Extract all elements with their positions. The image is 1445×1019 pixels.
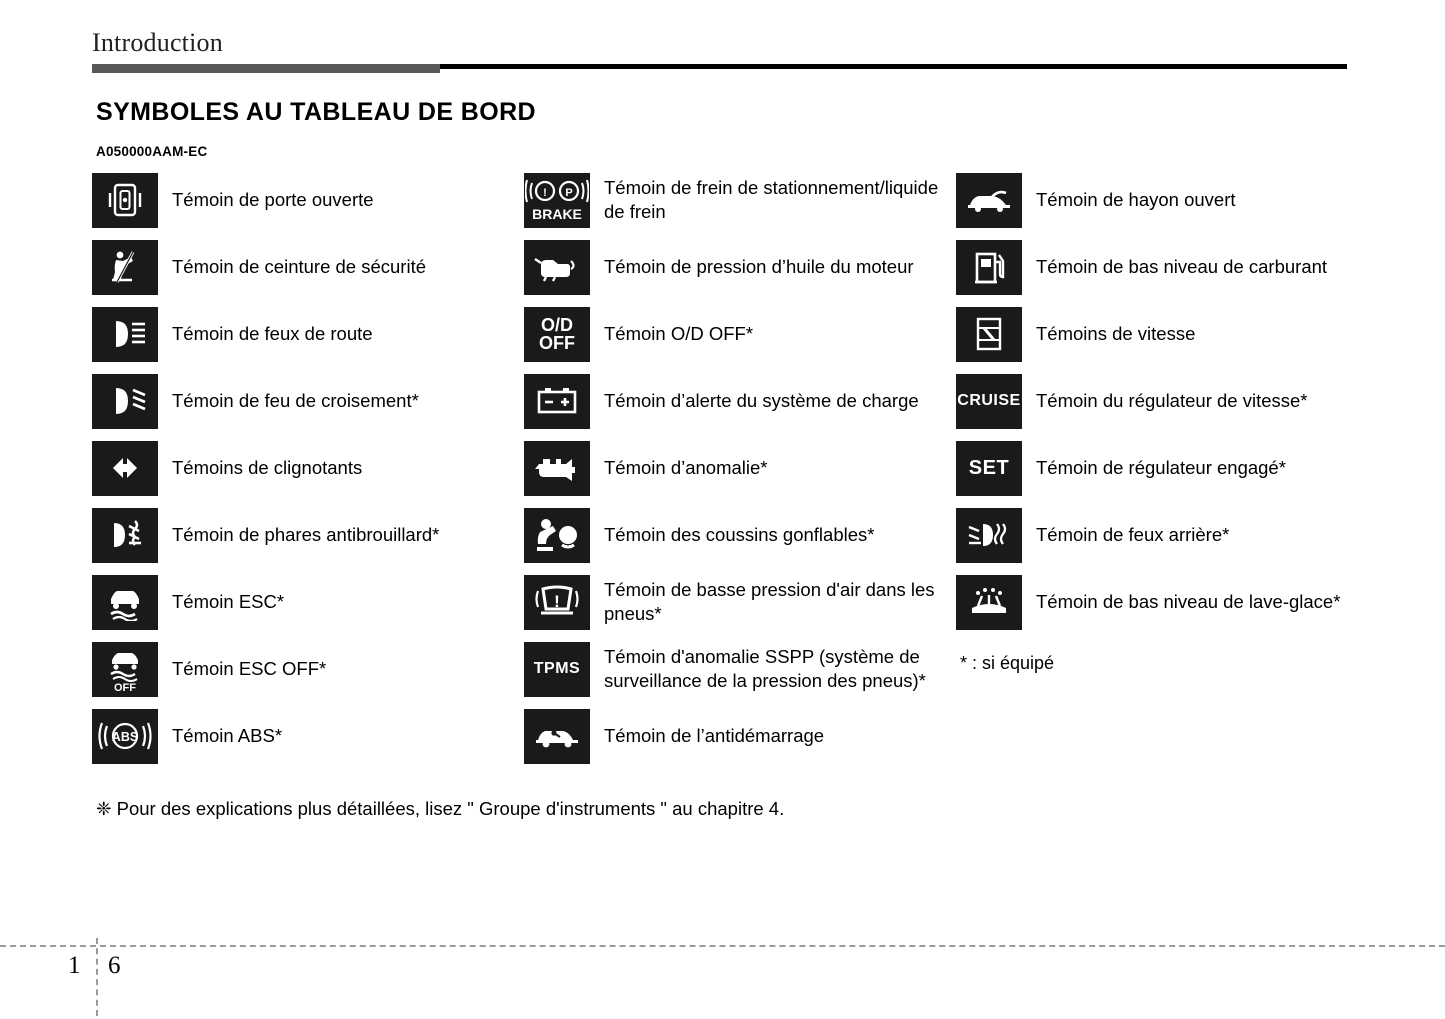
list-item-label: Témoin ESC OFF* (172, 658, 327, 680)
list-item (524, 574, 956, 630)
list-item (524, 373, 956, 429)
list-item-label: Témoin d’anomalie* (604, 457, 768, 479)
svg-text:!: ! (543, 187, 547, 199)
low-fuel-icon (956, 240, 1022, 295)
speed-warning-icon (956, 307, 1022, 362)
cruise-control-icon (956, 374, 1022, 429)
rear-fog-lamp-icon (956, 508, 1022, 563)
footer-divider (0, 945, 1445, 948)
svg-text:ABS: ABS (111, 730, 139, 744)
cruise-label: CRUISE (957, 392, 1021, 409)
tpms-label: TPMS (533, 660, 581, 677)
list-item-label: Témoin de régulateur engagé* (1036, 457, 1286, 479)
list-item-label: Témoin de basse pression d'air dans les pneus* (604, 579, 935, 624)
abs-icon (92, 709, 158, 764)
list-item-label: Témoin ABS* (172, 725, 283, 747)
chapter-number: 1 (68, 952, 81, 979)
front-fog-lamp-icon (92, 508, 158, 563)
list-item-label: Témoin de l’antidémarrage (604, 725, 825, 747)
list-item (956, 172, 1362, 228)
list-item (524, 172, 956, 228)
svg-text:BRAKE: BRAKE (532, 206, 582, 222)
detail-note: ❈ Pour des explications plus détaillées, lisez " Groupe d'instruments " au chapitre 4. (96, 798, 785, 819)
cruise-set-icon (956, 441, 1022, 496)
list-item (524, 239, 956, 295)
page-title: Introduction (92, 28, 223, 57)
immobilizer-icon (524, 709, 590, 764)
footer-vertical-divider (96, 938, 98, 1016)
battery-charge-icon (524, 374, 590, 429)
list-item-label: Témoin de ceinture de sécurité (172, 256, 426, 278)
list-item (92, 708, 524, 764)
list-item-label: Témoin du régulateur de vitesse* (1036, 390, 1308, 412)
svg-text:!: ! (554, 592, 560, 611)
list-item (956, 507, 1362, 563)
high-beam-icon (92, 307, 158, 362)
list-item-label: Témoin d'anomalie SSPP (système de surveillance de la pression des pneus)* (604, 646, 926, 691)
header-divider-accent (92, 64, 440, 73)
list-item (524, 708, 956, 764)
list-item-label: Témoins de vitesse (1036, 323, 1196, 345)
engine-oil-pressure-icon (524, 240, 590, 295)
list-item (92, 574, 524, 630)
list-item-label: Témoin de hayon ouvert (1036, 189, 1236, 211)
list-item (956, 306, 1362, 362)
list-item (524, 507, 956, 563)
list-item-label: Témoin de porte ouverte (172, 189, 374, 211)
list-item-label: Témoin de bas niveau de lave-glace* (1036, 591, 1341, 613)
list-item (956, 574, 1362, 630)
list-item-label: Témoins de clignotants (172, 457, 363, 479)
list-item-label: Témoin de feux de route (172, 323, 373, 345)
list-item (524, 306, 956, 362)
list-item (956, 440, 1362, 496)
page-header (92, 28, 1347, 69)
equipped-footnote: * : si équipé (960, 653, 1055, 673)
list-item-label: Témoin des coussins gonflables* (604, 524, 875, 546)
list-item-label: Témoin ESC* (172, 591, 285, 613)
tpms-malfunction-icon (524, 642, 590, 697)
list-item-label: Témoin de feu de croisement* (172, 390, 419, 412)
list-item (956, 239, 1362, 295)
list-item (92, 373, 524, 429)
set-label: SET (968, 456, 1010, 479)
symbols-grid (92, 172, 1362, 775)
parking-brake-icon (524, 173, 590, 228)
list-item (92, 239, 524, 295)
list-item-label: Témoin d’alerte du système de charge (604, 390, 919, 412)
tire-pressure-low-icon (524, 575, 590, 630)
od-off-icon: O/D OFF (524, 307, 590, 362)
list-item-label: Témoin de bas niveau de carburant (1036, 256, 1328, 278)
document-code: A050000AAM-EC (96, 144, 208, 159)
symbols-column-2 (524, 172, 956, 775)
seat-belt-icon (92, 240, 158, 295)
svg-text:OFF: OFF (114, 682, 136, 692)
list-item (524, 440, 956, 496)
svg-text:P: P (565, 187, 573, 199)
list-item (92, 440, 524, 496)
low-washer-fluid-icon (956, 575, 1022, 630)
list-item (92, 641, 524, 697)
symbols-column-1 (92, 172, 524, 775)
page-number: 6 (108, 952, 121, 979)
list-item-label: Témoin de pression d’huile du moteur (604, 256, 914, 278)
low-beam-icon (92, 374, 158, 429)
list-item-label: Témoin O/D OFF* (604, 323, 754, 345)
list-item-label: Témoin de feux arrière* (1036, 524, 1230, 546)
list-item (956, 373, 1362, 429)
esc-off-icon (92, 642, 158, 697)
list-item-label: Témoin de frein de stationnement/liquide de frein (604, 177, 939, 222)
check-engine-icon (524, 441, 590, 496)
tailgate-open-icon (956, 173, 1022, 228)
esc-icon (92, 575, 158, 630)
turn-signal-icon (92, 441, 158, 496)
list-item (92, 507, 524, 563)
symbols-column-3 (956, 172, 1362, 674)
airbag-icon (524, 508, 590, 563)
header-divider (92, 64, 1347, 69)
list-item (92, 172, 524, 228)
section-title: SYMBOLES AU TABLEAU DE BORD (96, 98, 536, 126)
list-item (92, 306, 524, 362)
list-item (524, 641, 956, 697)
door-open-icon (92, 173, 158, 228)
list-item-label: Témoin de phares antibrouillard* (172, 524, 440, 546)
